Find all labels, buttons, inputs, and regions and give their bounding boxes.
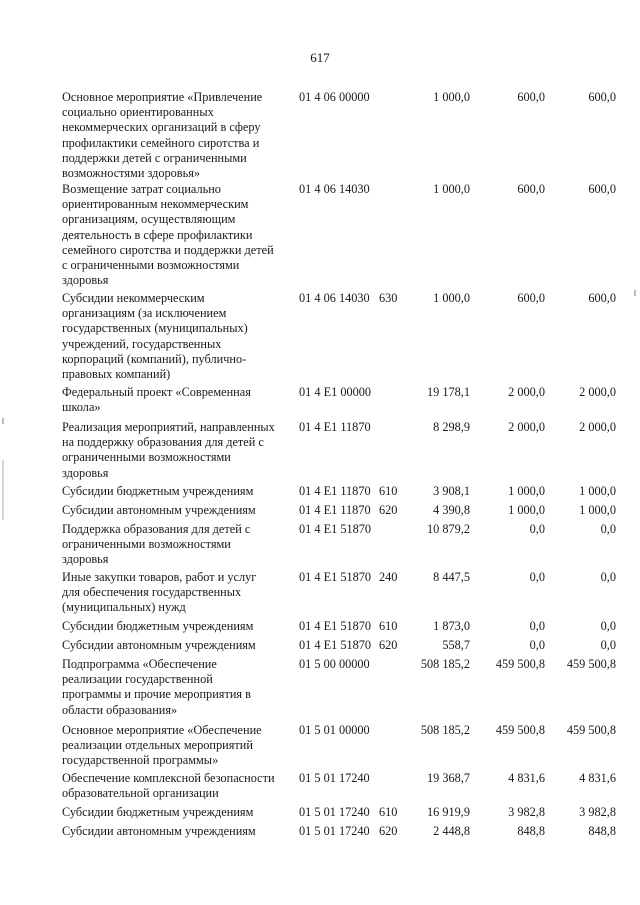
row-value-3: 459 500,8 <box>566 657 616 671</box>
row-value-3: 0,0 <box>600 570 616 584</box>
row-expense-type: 610 <box>379 484 398 498</box>
page-number: 617 <box>310 50 330 65</box>
row-name: Иные закупки товаров, работ и услуг для обеспечения государственных (муниципальных) нужд <box>62 570 257 615</box>
row-code: 01 5 01 17240 <box>299 805 370 819</box>
row-name: Субсидии автономным учреждениям <box>62 503 256 517</box>
scan-edge-mark <box>2 418 4 424</box>
row-code: 01 4 06 14030 <box>299 182 370 196</box>
row-expense-type: 610 <box>379 805 398 819</box>
row-expense-type: 620 <box>379 824 398 838</box>
scan-edge-mark <box>2 460 4 520</box>
row-value-1: 558,7 <box>442 638 470 652</box>
row-value-2: 459 500,8 <box>495 723 545 737</box>
row-value-2: 2 000,0 <box>508 420 545 434</box>
row-name: Возмещение затрат социально ориентированным некоммерческим организациям, осуществляющим деятельность в сфере профилактики семейного сиротства и поддержки детей с ограниченными возможностями здоровья <box>62 182 274 288</box>
row-value-2: 1 000,0 <box>508 503 545 517</box>
row-value-2: 600,0 <box>517 291 545 305</box>
row-name: Субсидии бюджетным учреждениям <box>62 619 254 633</box>
row-value-3: 1 000,0 <box>579 503 616 517</box>
row-value-2: 0,0 <box>529 522 545 536</box>
row-value-2: 3 982,8 <box>508 805 545 819</box>
row-value-1: 1 000,0 <box>433 291 470 305</box>
row-value-3: 0,0 <box>600 619 616 633</box>
row-value-3: 459 500,8 <box>566 723 616 737</box>
row-value-2: 0,0 <box>529 570 545 584</box>
row-value-3: 3 982,8 <box>579 805 616 819</box>
row-name: Поддержка образования для детей с ограниченными возможностями здоровья <box>62 522 251 567</box>
row-name: Федеральный проект «Современная школа» <box>62 385 251 415</box>
row-value-3: 600,0 <box>588 90 616 104</box>
row-value-2: 4 831,6 <box>508 771 545 785</box>
row-code: 01 4 E1 51870 <box>299 522 372 536</box>
row-name: Субсидии бюджетным учреждениям <box>62 484 254 498</box>
row-expense-type: 240 <box>379 570 398 584</box>
row-value-1: 2 448,8 <box>433 824 470 838</box>
row-value-1: 8 298,9 <box>433 420 470 434</box>
scan-edge-mark <box>634 290 636 296</box>
row-value-1: 19 368,7 <box>426 771 470 785</box>
row-code: 01 5 01 17240 <box>299 824 370 838</box>
row-code: 01 4 06 00000 <box>299 90 370 104</box>
row-name: Субсидии бюджетным учреждениям <box>62 805 254 819</box>
row-value-3: 4 831,6 <box>579 771 616 785</box>
row-value-1: 10 879,2 <box>426 522 470 536</box>
row-value-1: 16 919,9 <box>426 805 470 819</box>
row-value-2: 600,0 <box>517 90 545 104</box>
row-name: Субсидии некоммерческим организациям (за исключением государственных (муниципальных) учреждений, государственных корпораций (компаний), публично- правовых компаний) <box>62 291 248 382</box>
row-name: Подпрограмма «Обеспечение реализации государственной программы и прочие мероприятия в области образования» <box>62 657 251 717</box>
row-value-1: 508 185,2 <box>420 723 470 737</box>
row-value-3: 600,0 <box>588 182 616 196</box>
row-value-2: 1 000,0 <box>508 484 545 498</box>
row-code: 01 4 E1 51870 <box>299 570 372 584</box>
row-value-3: 600,0 <box>588 291 616 305</box>
row-name: Основное мероприятие «Обеспечение реализации отдельных мероприятий государственной программы» <box>62 723 262 768</box>
row-code: 01 4 E1 51870 <box>299 638 372 652</box>
row-code: 01 4 E1 11870 <box>299 503 371 517</box>
row-code: 01 4 E1 11870 <box>299 420 371 434</box>
row-expense-type: 620 <box>379 638 398 652</box>
row-value-1: 1 000,0 <box>433 182 470 196</box>
row-value-3: 2 000,0 <box>579 385 616 399</box>
row-value-2: 2 000,0 <box>508 385 545 399</box>
row-value-1: 1 000,0 <box>433 90 470 104</box>
row-value-1: 508 185,2 <box>420 657 470 671</box>
row-expense-type: 620 <box>379 503 398 517</box>
row-expense-type: 610 <box>379 619 398 633</box>
row-value-1: 19 178,1 <box>426 385 470 399</box>
row-value-3: 1 000,0 <box>579 484 616 498</box>
row-name: Субсидии автономным учреждениям <box>62 824 256 838</box>
row-value-2: 0,0 <box>529 638 545 652</box>
row-value-2: 0,0 <box>529 619 545 633</box>
row-name: Реализация мероприятий, направленных на поддержку образования для детей с ограниченными возможностями здоровья <box>62 420 275 480</box>
row-value-3: 0,0 <box>600 638 616 652</box>
row-name: Обеспечение комплексной безопасности образовательной организации <box>62 771 275 801</box>
row-code: 01 4 E1 51870 <box>299 619 372 633</box>
row-value-1: 4 390,8 <box>433 503 470 517</box>
row-code: 01 4 E1 00000 <box>299 385 372 399</box>
row-code: 01 4 06 14030 <box>299 291 370 305</box>
row-value-3: 0,0 <box>600 522 616 536</box>
row-code: 01 5 01 00000 <box>299 723 370 737</box>
row-value-3: 848,8 <box>588 824 616 838</box>
row-code: 01 5 00 00000 <box>299 657 370 671</box>
row-value-1: 3 908,1 <box>433 484 470 498</box>
row-value-1: 1 873,0 <box>433 619 470 633</box>
row-value-3: 2 000,0 <box>579 420 616 434</box>
row-expense-type: 630 <box>379 291 398 305</box>
row-value-2: 459 500,8 <box>495 657 545 671</box>
row-value-2: 848,8 <box>517 824 545 838</box>
row-name: Основное мероприятие «Привлечение социально ориентированных некоммерческих организаций в сферу профилактики семейного сиротства и поддержки детей с ограниченными возможностями здоровья» <box>62 90 263 181</box>
row-value-1: 8 447,5 <box>433 570 470 584</box>
row-value-2: 600,0 <box>517 182 545 196</box>
row-code: 01 4 E1 11870 <box>299 484 371 498</box>
row-name: Субсидии автономным учреждениям <box>62 638 256 652</box>
row-code: 01 5 01 17240 <box>299 771 370 785</box>
